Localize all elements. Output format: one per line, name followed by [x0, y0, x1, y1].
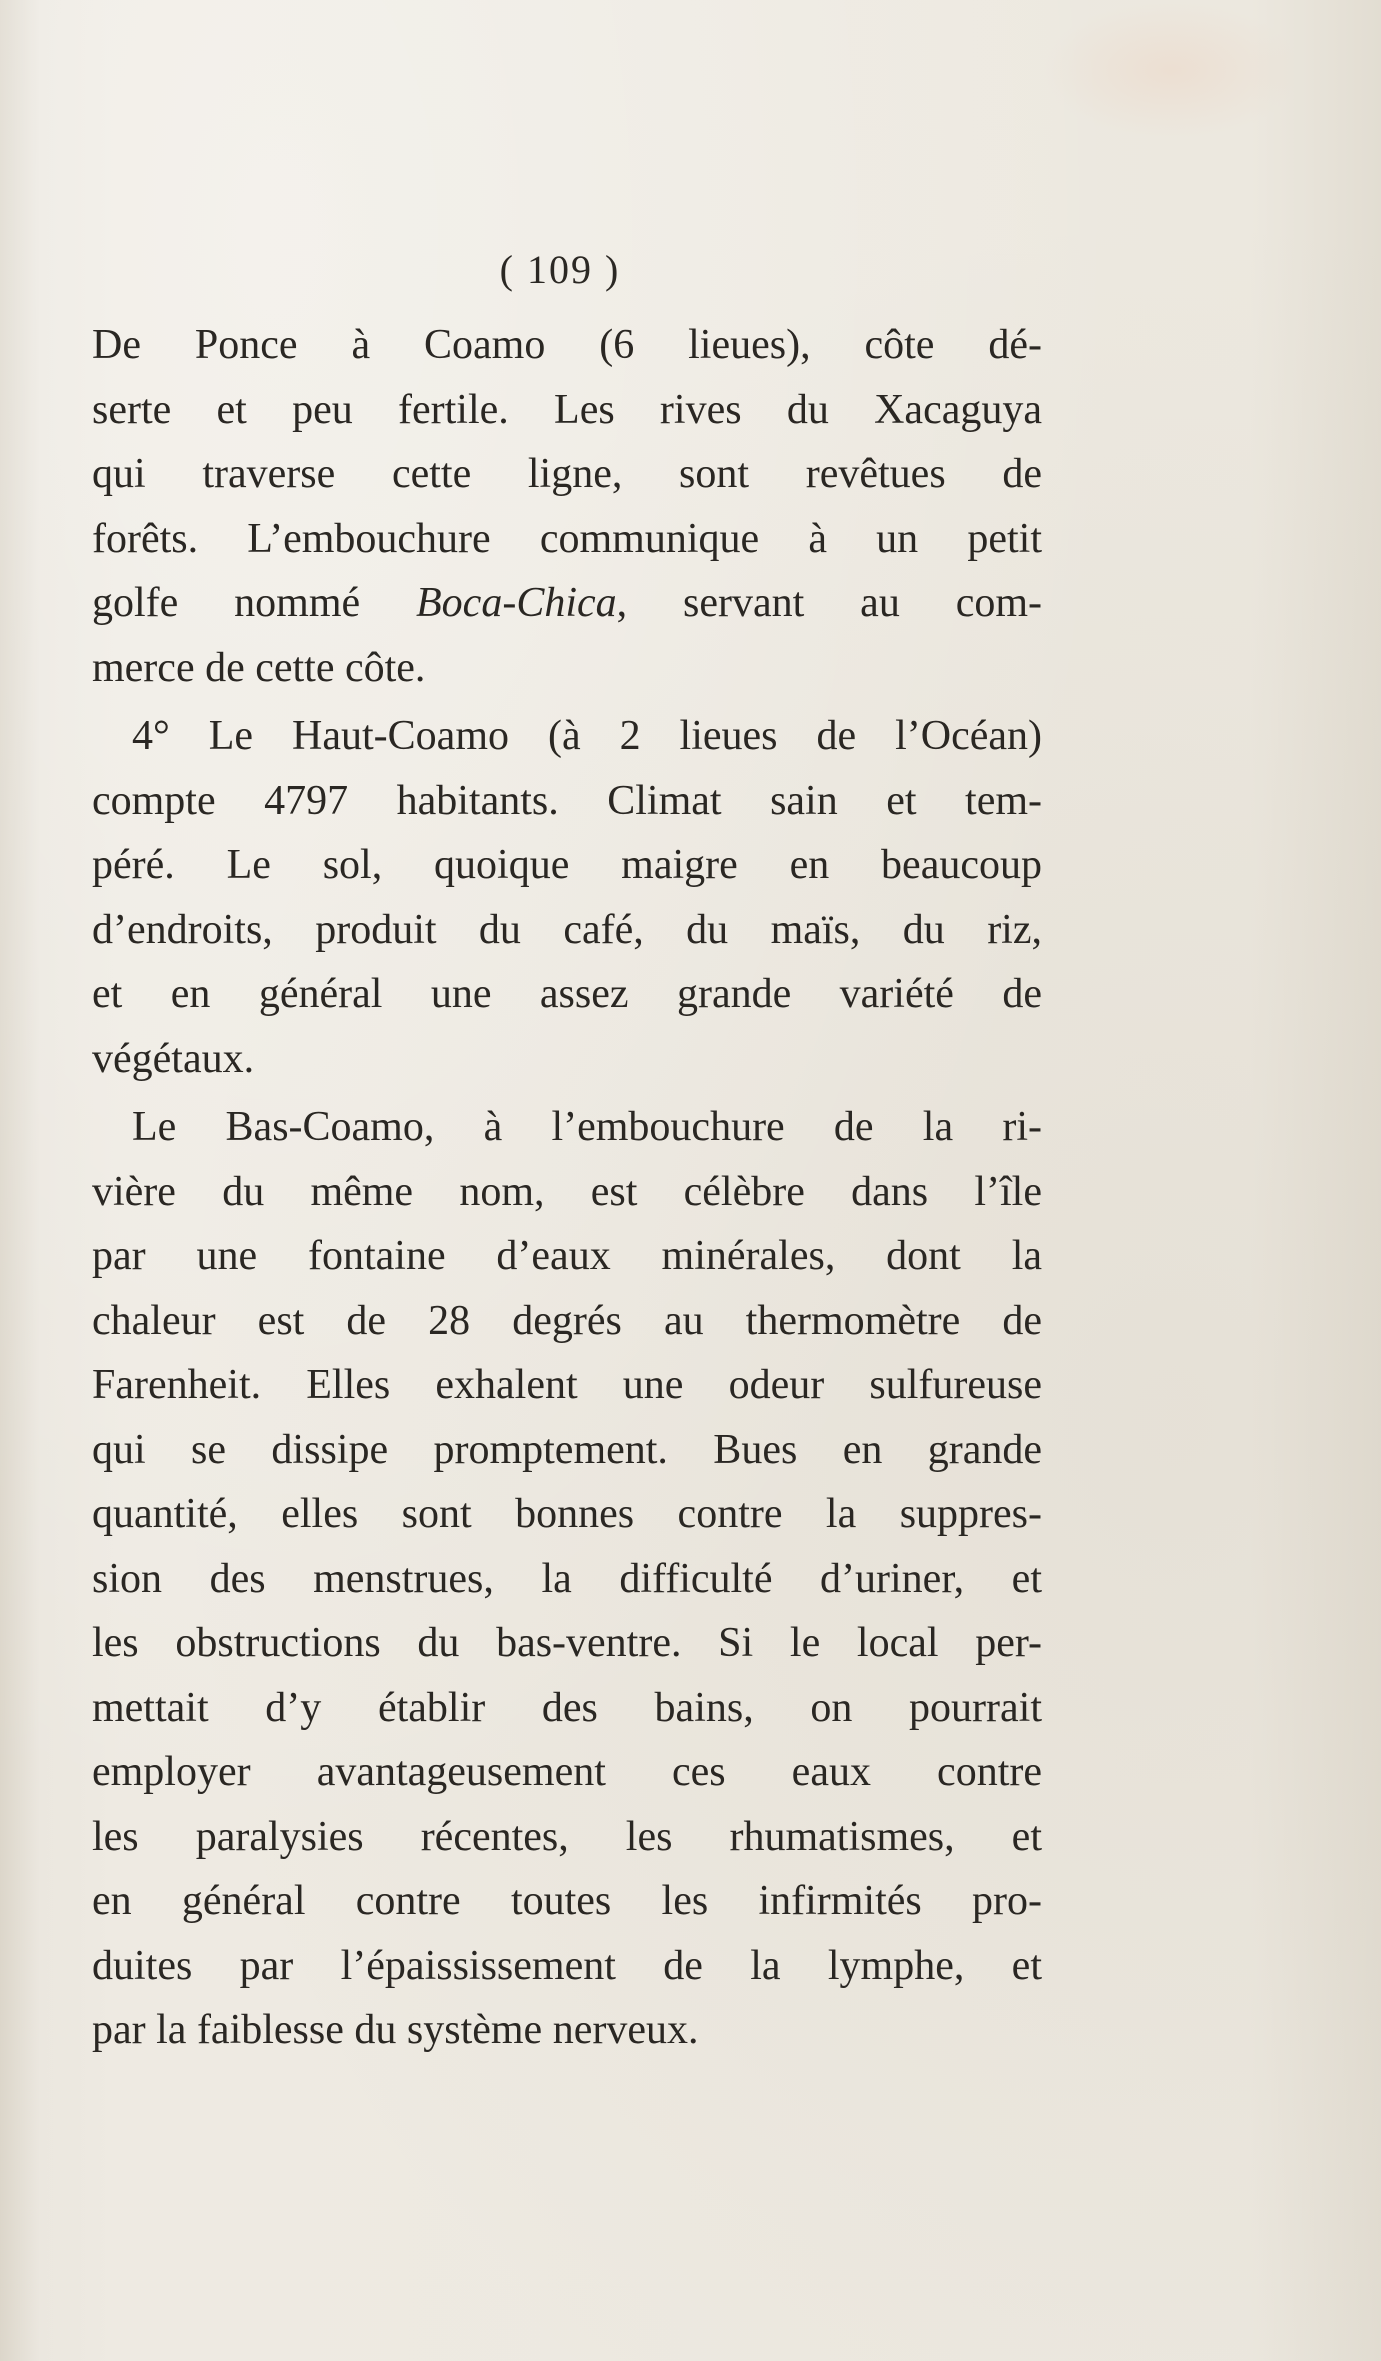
text-line: employer avantageusement ces eaux contre	[92, 1749, 1042, 1795]
text-line: mettait d’y établir des bains, on pourrait	[92, 1684, 1042, 1731]
text-line: forêts. L’embouchure communique à un petit	[92, 515, 1042, 562]
text-line: compte 4797 habitants. Climat sain et tem-	[92, 777, 1042, 824]
text-line: vière du même nom, est célèbre dans l’île	[92, 1168, 1042, 1215]
text-line: sion des menstrues, la difficulté d’uriner, et	[92, 1555, 1042, 1602]
text-run: golfe nommé	[92, 580, 417, 626]
text-line: Farenheit. Elles exhalent une odeur sulfureuse	[92, 1362, 1042, 1408]
italic-place-name: Boca-Chica	[416, 580, 617, 626]
text-line: Le Bas-Coamo, à l’embouchure de la ri-	[132, 1104, 1042, 1150]
text-line: par la faiblesse du système nerveux.	[92, 2007, 699, 2053]
text-line: en général contre toutes les infirmités pro-	[92, 1878, 1042, 1924]
text-line: duites par l’épaississement de la lymphe, et	[92, 1942, 1042, 1989]
text-line: De Ponce à Coamo (6 lieues), côte dé-	[92, 322, 1042, 368]
paper-stain	[1041, 0, 1301, 140]
text-line: quantité, elles sont bonnes contre la suppres-	[92, 1491, 1042, 1537]
text-line: les obstructions du bas-ventre. Si le local per-	[92, 1620, 1042, 1666]
text-line: et en général une assez grande variété de	[92, 971, 1042, 1017]
text-line: par une fontaine d’eaux minérales, dont la	[92, 1233, 1042, 1279]
body-text	[92, 313, 1042, 2063]
text-line: merce de cette côte.	[92, 644, 426, 691]
text-line: chaleur est de 28 degrés au thermomètre de	[92, 1297, 1042, 1344]
text-line: les paralysies récentes, les rhumatismes, et	[92, 1813, 1042, 1860]
text-line: qui traverse cette ligne, sont revêtues de	[92, 451, 1042, 497]
text-line: qui se dissipe promptement. Bues en grande	[92, 1426, 1042, 1473]
text-line: végétaux.	[92, 1035, 255, 1082]
text-line: serte et peu fertile. Les rives du Xacaguya	[92, 386, 1042, 433]
text-line	[92, 571, 1042, 636]
text-line: péré. Le sol, quoique maigre en beaucoup	[92, 842, 1042, 888]
page-number: ( 109 )	[499, 247, 621, 292]
text-line: 4° Le Haut-Coamo (à 2 lieues de l’Océan)	[132, 713, 1042, 759]
text-run: , servant au com-	[616, 580, 1042, 626]
text-line: d’endroits, produit du café, du maïs, du riz,	[92, 906, 1042, 953]
